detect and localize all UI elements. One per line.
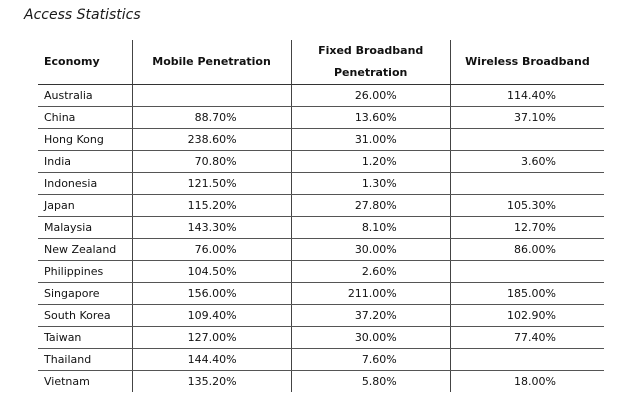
cell-fixed-broadband-penetration: 1.30% [291,173,450,195]
cell-mobile-penetration: 70.80% [132,151,291,173]
table-row [38,217,604,239]
table-header-row [38,40,604,85]
cell-economy: New Zealand [38,239,132,261]
access-statistics-table [38,40,604,392]
cell-economy: Indonesia [38,173,132,195]
cell-economy: India [38,151,132,173]
cell-mobile-penetration: 156.00% [132,283,291,305]
table-row [38,327,604,349]
cell-mobile-penetration [132,85,291,107]
cell-wireless-broadband: 114.40% [450,85,604,107]
cell-fixed-broadband-penetration: 2.60% [291,261,450,283]
cell-wireless-broadband [450,173,604,195]
cell-mobile-penetration: 104.50% [132,261,291,283]
cell-fixed-broadband-penetration: 13.60% [291,107,450,129]
cell-mobile-penetration: 88.70% [132,107,291,129]
cell-mobile-penetration: 127.00% [132,327,291,349]
table-row [38,151,604,173]
cell-wireless-broadband: 102.90% [450,305,604,327]
cell-economy: Philippines [38,261,132,283]
cell-wireless-broadband: 37.10% [450,107,604,129]
cell-wireless-broadband [450,129,604,151]
cell-mobile-penetration: 109.40% [132,305,291,327]
cell-economy: China [38,107,132,129]
header-economy: Economy [38,40,132,85]
cell-economy: Taiwan [38,327,132,349]
cell-mobile-penetration: 143.30% [132,217,291,239]
cell-mobile-penetration: 144.40% [132,349,291,371]
cell-fixed-broadband-penetration: 7.60% [291,349,450,371]
cell-fixed-broadband-penetration: 37.20% [291,305,450,327]
table-row [38,371,604,393]
table-row [38,305,604,327]
table-row [38,129,604,151]
cell-fixed-broadband-penetration: 31.00% [291,129,450,151]
table-row [38,195,604,217]
cell-wireless-broadband: 3.60% [450,151,604,173]
cell-wireless-broadband [450,349,604,371]
cell-wireless-broadband: 77.40% [450,327,604,349]
header-fixed-line2: Penetration [334,66,408,79]
cell-wireless-broadband: 18.00% [450,371,604,393]
table-row [38,283,604,305]
cell-mobile-penetration: 76.00% [132,239,291,261]
cell-fixed-broadband-penetration: 8.10% [291,217,450,239]
cell-fixed-broadband-penetration: 26.00% [291,85,450,107]
cell-fixed-broadband-penetration: 30.00% [291,327,450,349]
cell-economy: Australia [38,85,132,107]
table-row [38,239,604,261]
cell-economy: South Korea [38,305,132,327]
cell-mobile-penetration: 115.20% [132,195,291,217]
header-wireless-broadband: Wireless Broadband [450,40,604,85]
cell-mobile-penetration: 135.20% [132,371,291,393]
cell-mobile-penetration: 238.60% [132,129,291,151]
header-fixed-line1: Fixed Broadband [318,44,424,57]
cell-fixed-broadband-penetration: 211.00% [291,283,450,305]
cell-wireless-broadband: 105.30% [450,195,604,217]
cell-fixed-broadband-penetration: 27.80% [291,195,450,217]
table-row [38,85,604,107]
table-row [38,107,604,129]
header-fixed-broadband-penetration [291,40,450,85]
cell-economy: Thailand [38,349,132,371]
cell-economy: Singapore [38,283,132,305]
cell-economy: Hong Kong [38,129,132,151]
cell-fixed-broadband-penetration: 5.80% [291,371,450,393]
header-mobile-penetration: Mobile Penetration [132,40,291,85]
cell-wireless-broadband [450,261,604,283]
cell-fixed-broadband-penetration: 1.20% [291,151,450,173]
table-row [38,349,604,371]
table-row [38,261,604,283]
cell-mobile-penetration: 121.50% [132,173,291,195]
cell-economy: Japan [38,195,132,217]
cell-wireless-broadband: 86.00% [450,239,604,261]
page-title: Access Statistics [24,7,141,23]
cell-economy: Malaysia [38,217,132,239]
cell-wireless-broadband: 185.00% [450,283,604,305]
cell-wireless-broadband: 12.70% [450,217,604,239]
table-row [38,173,604,195]
cell-fixed-broadband-penetration: 30.00% [291,239,450,261]
cell-economy: Vietnam [44,375,90,388]
